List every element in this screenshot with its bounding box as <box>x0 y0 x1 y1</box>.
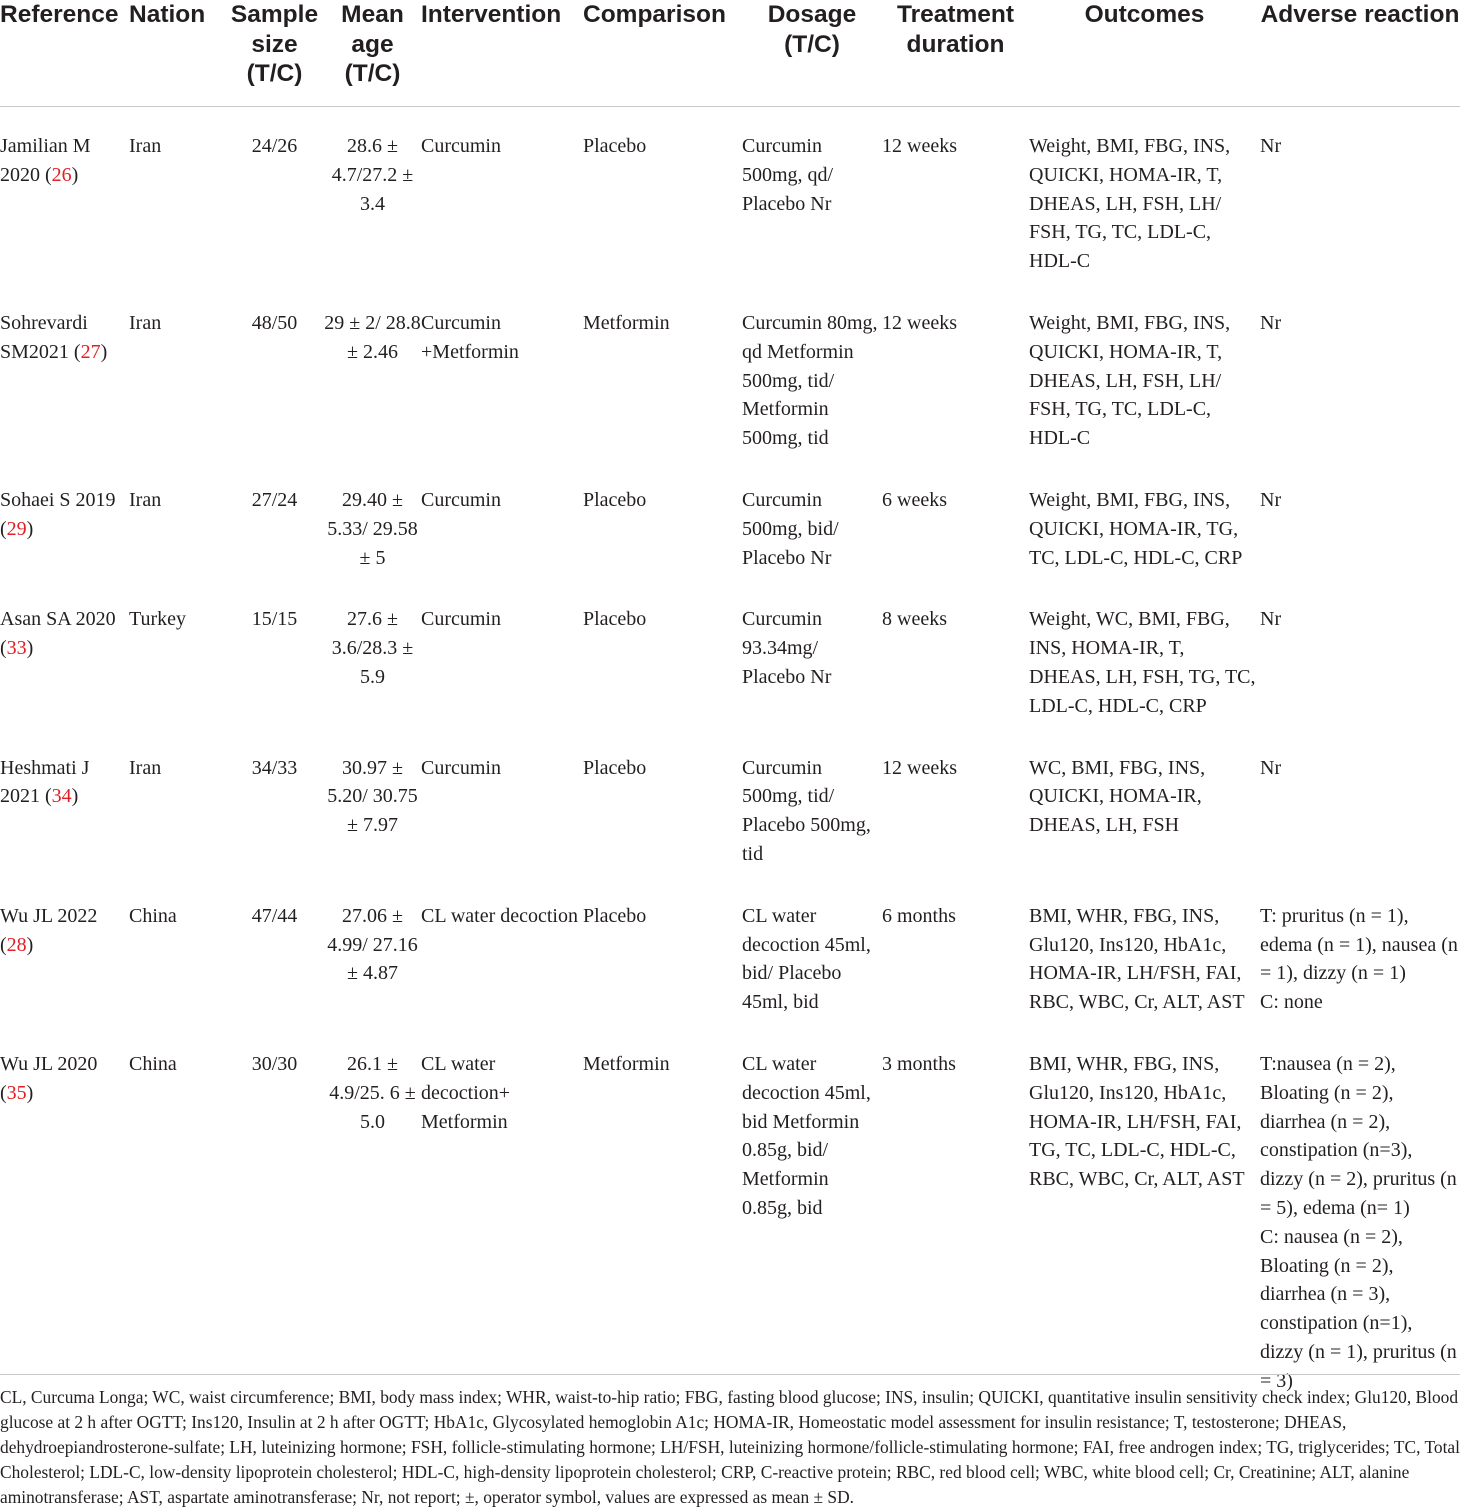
cell-dosage: Curcumin 500mg, tid/ Placebo 500mg, tid <box>742 756 871 865</box>
cell-adverse-reaction: T:nausea (n = 2), Bloating (n = 2), diarrhea (n = 2), constipation (n=3), dizzy (n = 2), pruritus (n = 5), edema (n= 1) C: nausea (n = 2), Bloating (n = 2), diarrhea (n = 3), constipation (n=1), dizzy (n = 1), pruritus (n = 3) <box>1260 1052 1457 1392</box>
cell-intervention: CL water decoction <box>421 904 578 927</box>
citation-link[interactable]: 27 <box>80 340 101 363</box>
cell-treatment-duration: 6 months <box>882 904 956 927</box>
cell-mean-age: 26.1 ± 4.9/25. 6 ± 5.0 <box>329 1052 416 1133</box>
cell-outcomes: BMI, WHR, FBG, INS, Glu120, Ins120, HbA1c, HOMA-IR, LH/FSH, FAI, TG, TC, LDL-C, HDL-C, RBC, WBC, Cr, ALT, AST <box>1029 1052 1245 1191</box>
cell-comparison: Placebo <box>583 135 647 157</box>
table-row <box>0 1025 1460 1421</box>
cell-sample-size: 30/30 <box>251 1052 298 1075</box>
cell-reference: Asan SA 2020 (33) <box>0 608 116 660</box>
cell-nation: China <box>129 1052 177 1075</box>
citation-link[interactable]: 35 <box>6 1081 27 1104</box>
header-nation: Nation <box>129 0 225 107</box>
cell-outcomes: Weight, BMI, FBG, INS, QUICKI, HOMA-IR, TG, TC, LDL-C, HDL-C, CRP <box>1029 488 1243 569</box>
cell-intervention: Curcumin <box>421 488 501 511</box>
table-row <box>0 729 1460 877</box>
cell-comparison: Placebo <box>583 608 647 631</box>
cell-comparison: Metformin <box>583 311 670 334</box>
cell-mean-age: 30.97 ± 5.20/ 30.75 ± 7.97 <box>327 756 418 837</box>
cell-adverse-reaction: Nr <box>1260 135 1282 157</box>
cell-dosage: Curcumin 500mg, bid/ Placebo Nr <box>742 488 839 569</box>
reference-name: Asan SA 2020 <box>0 608 116 631</box>
cell-reference: Jamilian M 2020 (26) <box>0 135 91 186</box>
cell-adverse-reaction: Nr <box>1260 488 1282 511</box>
reference-name: Heshmati J 2021 <box>0 756 90 808</box>
header-mean-age: Mean age (T/C) <box>324 0 421 107</box>
table-row <box>0 284 1460 461</box>
cell-nation: Turkey <box>129 608 187 631</box>
table-row <box>0 877 1460 1025</box>
cell-treatment-duration: 12 weeks <box>882 756 957 779</box>
cell-dosage: Curcumin 500mg, qd/ Placebo Nr <box>742 135 834 215</box>
cell-intervention: Curcumin <box>421 135 501 157</box>
table-body <box>0 107 1460 1421</box>
cell-nation: Iran <box>129 135 162 157</box>
cell-sample-size: 34/33 <box>251 756 298 779</box>
cell-dosage: Curcumin 93.34mg/ Placebo Nr <box>742 608 832 688</box>
cell-adverse-reaction: Nr <box>1260 756 1282 779</box>
reference-name: Sohaei S 2019 <box>0 488 116 511</box>
table-row <box>0 580 1460 728</box>
citation-link[interactable]: 28 <box>6 933 27 956</box>
cell-intervention: Curcumin +Metformin <box>421 311 519 363</box>
header-outcomes: Outcomes <box>1029 0 1260 107</box>
cell-reference: Wu JL 2022 (28) <box>0 904 98 956</box>
header-reference: Reference <box>0 0 129 107</box>
cell-treatment-duration: 12 weeks <box>882 311 957 334</box>
cell-reference: Heshmati J 2021 (34) <box>0 756 90 808</box>
header-comparison: Comparison <box>583 0 742 107</box>
citation-link[interactable]: 34 <box>51 785 72 808</box>
cell-intervention: Curcumin <box>421 756 501 779</box>
reference-name: Wu JL 2020 <box>0 1052 98 1075</box>
reference-name: Sohrevardi SM2021 <box>0 311 88 363</box>
cell-treatment-duration: 12 weeks <box>882 135 957 157</box>
cell-reference: Sohaei S 2019 (29) <box>0 488 116 540</box>
header-treatment-duration: Treatment duration <box>882 0 1029 107</box>
cell-adverse-reaction: Nr <box>1260 311 1282 334</box>
reference-name: Jamilian M 2020 <box>0 135 91 186</box>
cell-mean-age: 29.40 ± 5.33/ 29.58 ± 5 <box>327 488 418 569</box>
cell-mean-age: 28.6 ± 4.7/27.2 ± 3.4 <box>331 135 414 215</box>
cell-intervention: Curcumin <box>421 608 501 631</box>
cell-nation: Iran <box>129 756 162 779</box>
cell-comparison: Metformin <box>583 1052 670 1075</box>
cell-outcomes: Weight, BMI, FBG, INS, QUICKI, HOMA-IR, T, DHEAS, LH, FSH, LH/ FSH, TG, TC, LDL-C, HDL-C <box>1029 311 1231 450</box>
cell-sample-size: 24/26 <box>251 135 298 157</box>
citation-link[interactable]: 29 <box>6 517 27 540</box>
citation-link[interactable]: 26 <box>51 163 72 186</box>
cell-sample-size: 15/15 <box>251 608 298 631</box>
cell-mean-age: 27.6 ± 3.6/28.3 ± 5.9 <box>331 608 414 688</box>
cell-treatment-duration: 3 months <box>882 1052 956 1075</box>
cell-mean-age: 27.06 ± 4.99/ 27.16 ± 4.87 <box>327 904 418 985</box>
cell-outcomes: BMI, WHR, FBG, INS, Glu120, Ins120, HbA1c, HOMA-IR, LH/FSH, FAI, RBC, WBC, Cr, ALT, AST <box>1029 904 1245 1014</box>
header-dosage: Dosage (T/C) <box>742 0 882 107</box>
table-row <box>0 107 1460 284</box>
cell-outcomes: WC, BMI, FBG, INS, QUICKI, HOMA-IR, DHEAS, LH, FSH <box>1029 756 1206 837</box>
header-row <box>0 0 1460 107</box>
cell-outcomes: Weight, BMI, FBG, INS, QUICKI, HOMA-IR, T, DHEAS, LH, FSH, LH/ FSH, TG, TC, LDL-C, HDL-C <box>1029 135 1231 273</box>
cell-intervention: CL water decoction+ Metformin <box>421 1052 511 1133</box>
cell-outcomes: Weight, WC, BMI, FBG, INS, HOMA-IR, T, DHEAS, LH, FSH, TG, TC, LDL-C, HDL-C, CRP <box>1029 608 1256 717</box>
cell-reference: Sohrevardi SM2021 (27) <box>0 311 108 363</box>
table-row <box>0 461 1460 580</box>
cell-adverse-reaction: T: pruritus (n = 1), edema (n = 1), nausea (n = 1), dizzy (n = 1) C: none <box>1260 904 1458 1014</box>
cell-comparison: Placebo <box>583 756 647 779</box>
cell-treatment-duration: 8 weeks <box>882 608 947 631</box>
citation-link[interactable]: 33 <box>6 637 27 660</box>
reference-name: Wu JL 2022 <box>0 904 98 927</box>
cell-mean-age: 29 ± 2/ 28.8 ± 2.46 <box>324 311 421 363</box>
cell-dosage: CL water decoction 45ml, bid/ Placebo 45ml, bid <box>742 904 871 1014</box>
header-sample-size: Sample size (T/C) <box>225 0 324 107</box>
cell-comparison: Placebo <box>583 904 647 927</box>
table-footnote: CL, Curcuma Longa; WC, waist circumference; BMI, body mass index; WHR, waist-to-hip ratio; FBG, fasting blood glucose; INS, insulin; QUICKI, quantitative insulin sensitivity check index; Glu120, Blood glucose at 2 h after OGTT; Ins120, Insulin at 2 h after OGTT; HbA1c, Glycosylated hemoglobin A1c; HOMA-IR, Homeostatic model assessment for insulin resistance; T, testosterone; DHEAS, dehydroepiandrosterone-sulfate; LH, luteinizing hormone; FSH, follicle-stimulating hormone; LH/FSH, luteinizing hormone/follicle-stimulating hormone; FAI, free androgen index; TG, triglycerides; TC, Total Cholesterol; LDL-C, low-density lipoprotein cholesterol; HDL-C, high-density lipoprotein cholesterol; CRP, C-reactive protein; RBC, red blood cell; WBC, white blood cell; Cr, Creatinine; ALT, alanine aminotransferase; AST, aspartate aminotransferase; Nr, not report; ±, operator symbol, values are expressed as mean ± SD. <box>0 1374 1460 1510</box>
cell-adverse-reaction: Nr <box>1260 608 1282 631</box>
cell-dosage: CL water decoction 45ml, bid Metformin 0.85g, bid/ Metformin 0.85g, bid <box>742 1052 871 1219</box>
cell-sample-size: 48/50 <box>251 311 298 334</box>
header-intervention: Intervention <box>421 0 583 107</box>
header-adverse-reaction: Adverse reaction <box>1260 0 1460 107</box>
cell-dosage: Curcumin 80mg, qd Metformin 500mg, tid/ Metformin 500mg, tid <box>742 311 878 450</box>
cell-nation: China <box>129 904 177 927</box>
cell-nation: Iran <box>129 311 162 334</box>
cell-treatment-duration: 6 weeks <box>882 488 947 511</box>
cell-reference: Wu JL 2020 (35) <box>0 1052 98 1104</box>
table-header <box>0 0 1460 107</box>
cell-sample-size: 27/24 <box>251 488 298 511</box>
cell-comparison: Placebo <box>583 488 647 511</box>
cell-sample-size: 47/44 <box>251 904 298 927</box>
cell-nation: Iran <box>129 488 162 511</box>
